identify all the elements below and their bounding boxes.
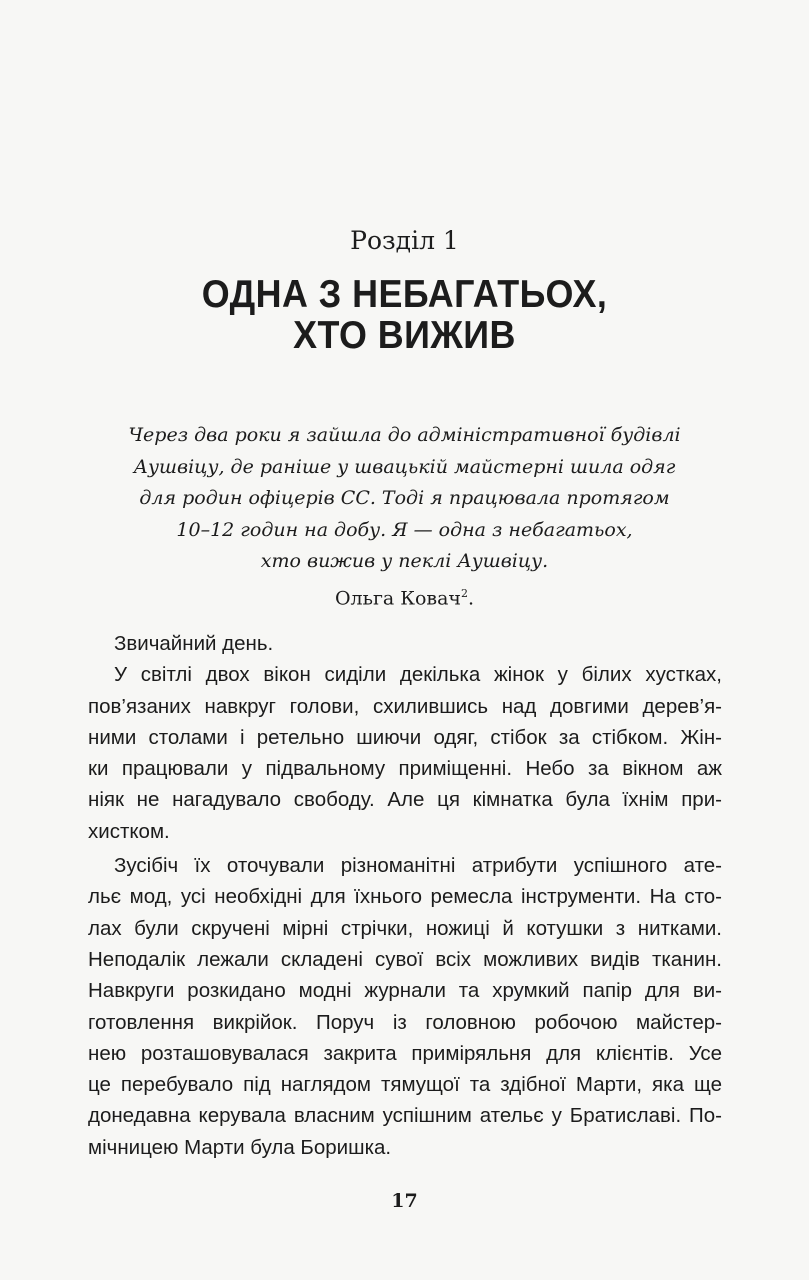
paragraph-line: це перебувало під наглядом тямущої та здібної Марти, яка ще bbox=[88, 1073, 722, 1097]
footnote-mark[interactable]: 2 bbox=[461, 586, 468, 600]
epigraph-line: Аушвіцу, де раніше у швацькій майстерні шила одяг bbox=[133, 455, 676, 478]
paragraph-line: лах були скручені мірні стрічки, ножиці й котушки з нитками. bbox=[88, 916, 722, 940]
paragraph-line: ки працювали у підвальному приміщенні. Небо за вікном аж bbox=[88, 757, 722, 781]
paragraph-line: хистком. bbox=[88, 819, 170, 843]
epigraph-line: Через два роки я зайшла до адміністративної будівлі bbox=[128, 424, 681, 446]
paragraph-line: Зусібіч їх оточували різноманітні атрибути успішного ате- bbox=[114, 854, 722, 878]
paragraph-line: У світлі двох вікон сиділи декілька жінок у білих хустках, bbox=[114, 663, 722, 687]
author-period: . bbox=[468, 586, 475, 609]
chapter-title-line: ХТО ВИЖИВ bbox=[293, 314, 516, 357]
epigraph-author bbox=[0, 578, 809, 615]
paragraph-line: ніяк не нагадувало свободу. Але ця кімнатка була їхнім при- bbox=[88, 788, 722, 812]
paragraph-line: донедавна керувала власним успішним ательє у Братиславі. По- bbox=[88, 1104, 722, 1128]
paragraph-line: льє мод, усі необхідні для їхнього ремесла інструменти. На сто- bbox=[88, 885, 722, 909]
chapter-title bbox=[32, 274, 776, 356]
epigraph bbox=[0, 420, 809, 614]
epigraph-line: хто вижив у пеклі Аушвіцу. bbox=[260, 550, 549, 572]
chapter-title-line: ОДНА З НЕБАГАТЬОХ, bbox=[201, 273, 608, 316]
paragraph-line: мічницею Марти була Боришка. bbox=[88, 1135, 392, 1159]
epigraph-line: 10–12 годин на добу. Я — одна з небагатьох, bbox=[176, 518, 633, 541]
page-number: 17 bbox=[391, 1190, 418, 1212]
paragraph-line: готовлення викрійок. Поруч із головною робочою майстер- bbox=[88, 1010, 722, 1034]
paragraph-line: нею розташовувалася закрита приміряльня для клієнтів. Усе bbox=[88, 1041, 722, 1065]
paragraph-line: Неподалік лежали складені сувої всіх можливих видів тканин. bbox=[88, 947, 722, 971]
body-text bbox=[88, 628, 722, 1163]
author-name: Ольга Ковач bbox=[334, 586, 461, 609]
paragraph-line: Звичайний день. bbox=[114, 632, 274, 655]
paragraph-line: ними столами і ретельно шиючи одяг, стібок за стібком. Жін- bbox=[88, 725, 722, 749]
chapter-label: Розділ 1 bbox=[350, 226, 459, 255]
paragraph-line: пов’язаних навкруг голови, схилившись над довгими дерев’я- bbox=[88, 694, 722, 718]
paragraph-line: Навкруги розкидано модні журнали та хрумкий папір для ви- bbox=[88, 979, 722, 1003]
epigraph-line: для родин офіцерів СС. Тоді я працювала протягом bbox=[139, 487, 670, 509]
